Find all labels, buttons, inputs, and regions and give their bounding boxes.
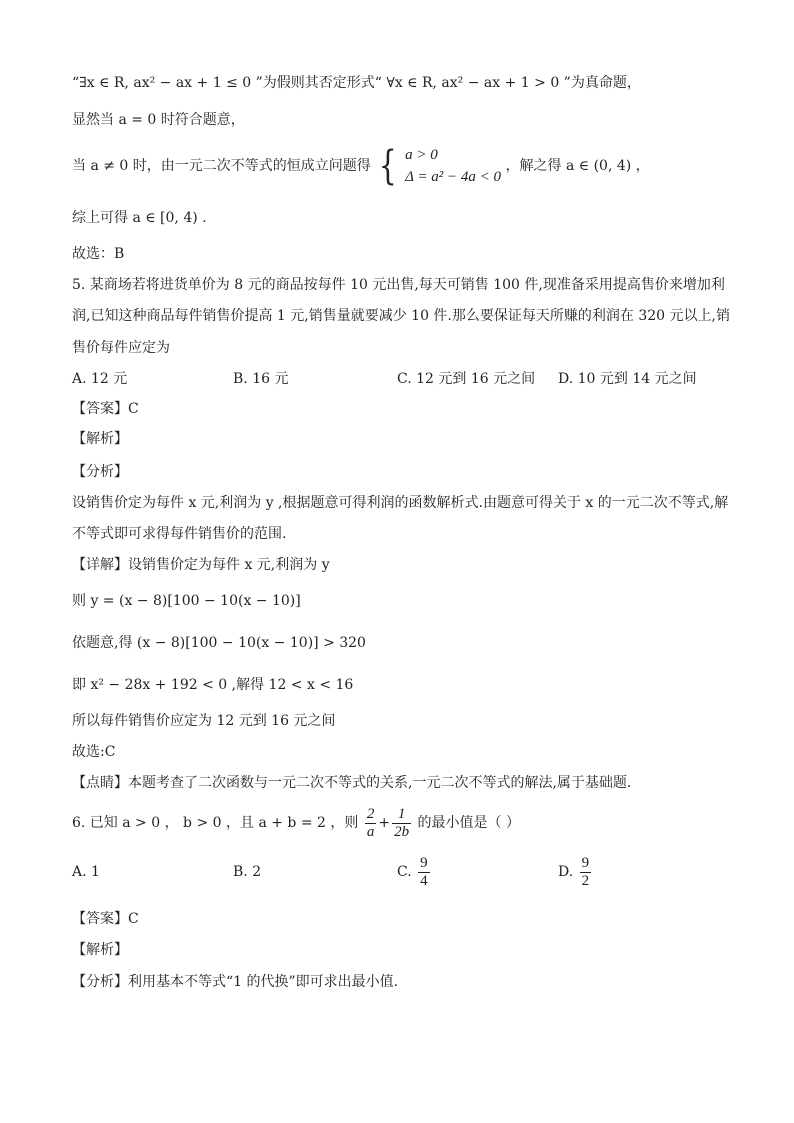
- option-b: B. 2: [233, 864, 262, 880]
- numerator: 9: [420, 854, 428, 871]
- option-c: C. 12 元到 16 元之间: [397, 371, 536, 387]
- denominator: 4: [420, 872, 428, 889]
- text-span: 当 a ≠ 0 时，由一元二次不等式的恒成立问题得: [72, 158, 371, 174]
- system-row: a > 0: [405, 147, 438, 163]
- option-d: D. 10 元到 14 元之间: [558, 371, 697, 387]
- analysis-heading: 【分析】: [72, 464, 128, 480]
- denominator: a: [366, 823, 375, 840]
- question-5-stem: 润,已知这种商品每件销售价提高 1 元,销售量就要减少 10 件.那么要保证每天所赚的利润在 320 元以上,销: [72, 308, 730, 324]
- question-5-stem: 售价每件应定为: [72, 340, 170, 356]
- text-line: “∃x ∈ R, ax² − ax + 1 ≤ 0 ”为假则其否定形式“ ∀x ∈ R, ax² − ax + 1 > 0 ”为真命题，: [72, 75, 641, 91]
- option-b: B. 16 元: [233, 371, 289, 387]
- text-span: 的最小值是（ ）: [417, 815, 520, 831]
- text-line: 所以每件销售价应定为 12 元到 16 元之间: [72, 713, 336, 729]
- analysis-text: 不等式即可求得每件销售价的范围.: [72, 526, 287, 542]
- plus-sign: +: [378, 815, 391, 831]
- analysis-label: 【解析】: [72, 431, 128, 447]
- answer-label: 【答案】C: [72, 911, 139, 927]
- numerator: 2: [366, 805, 375, 822]
- analysis-label: 【解析】: [72, 942, 128, 958]
- question-6-stem: [72, 803, 520, 843]
- text-line: 故选:C: [72, 744, 116, 760]
- text-line-system: [72, 143, 650, 189]
- option-c: [397, 852, 432, 892]
- numerator: 9: [581, 854, 590, 871]
- fraction: [365, 806, 377, 841]
- numerator: 1: [397, 805, 406, 822]
- equation-line: 依题意,得 (x − 8)[100 − 10(x − 10)] > 320: [72, 635, 366, 651]
- text-span: 6. 已知 a > 0 ， b > 0 ，且 a + b = 2 ，则: [72, 815, 359, 831]
- denominator: 2b: [394, 823, 410, 840]
- comment-text: 【点睛】本题考查了二次函数与一元二次不等式的关系,一元二次不等式的解法,属于基础题.: [72, 775, 632, 791]
- equation-system: [405, 144, 501, 188]
- analysis-text: 【分析】利用基本不等式“1 的代换”即可求出最小值.: [72, 974, 399, 990]
- equation-line: 即 x² − 28x + 192 < 0 ,解得 12 < x < 16: [72, 677, 354, 693]
- option-a: A. 12 元: [72, 371, 128, 387]
- option-letter: C.: [397, 864, 412, 880]
- detail-text: 【详解】设销售价定为每件 x 元,利润为 y: [72, 557, 330, 573]
- text-line: 故选：B: [72, 246, 125, 262]
- fraction: [392, 806, 411, 841]
- analysis-text: 设销售价定为每件 x 元,利润为 y ,根据题意可得利润的函数解析式.由题意可得关于 x 的一元二次不等式,解: [72, 495, 729, 511]
- question-5-stem: 5. 某商场若将进货单价为 8 元的商品按每件 10 元出售,每天可销售 100 件,现准备采用提高售价来增加利: [72, 277, 725, 293]
- fraction: [580, 855, 592, 890]
- equation-line: 则 y = (x − 8)[100 − 10(x − 10)]: [72, 593, 301, 609]
- text-span: ，解之得 a ∈ (0, 4) ，: [505, 158, 650, 174]
- text-line: 显然当 a = 0 时符合题意，: [72, 112, 245, 128]
- system-row: Δ = a² − 4a < 0: [405, 169, 502, 185]
- brace-symbol: {: [379, 143, 397, 189]
- fraction: [418, 855, 430, 890]
- option-a: A. 1: [72, 864, 100, 880]
- denominator: 2: [581, 872, 590, 889]
- option-letter: D.: [558, 864, 574, 880]
- text-line: 综上可得 a ∈ [0, 4) .: [72, 210, 207, 226]
- option-d: [558, 852, 593, 892]
- answer-label: 【答案】C: [72, 401, 139, 417]
